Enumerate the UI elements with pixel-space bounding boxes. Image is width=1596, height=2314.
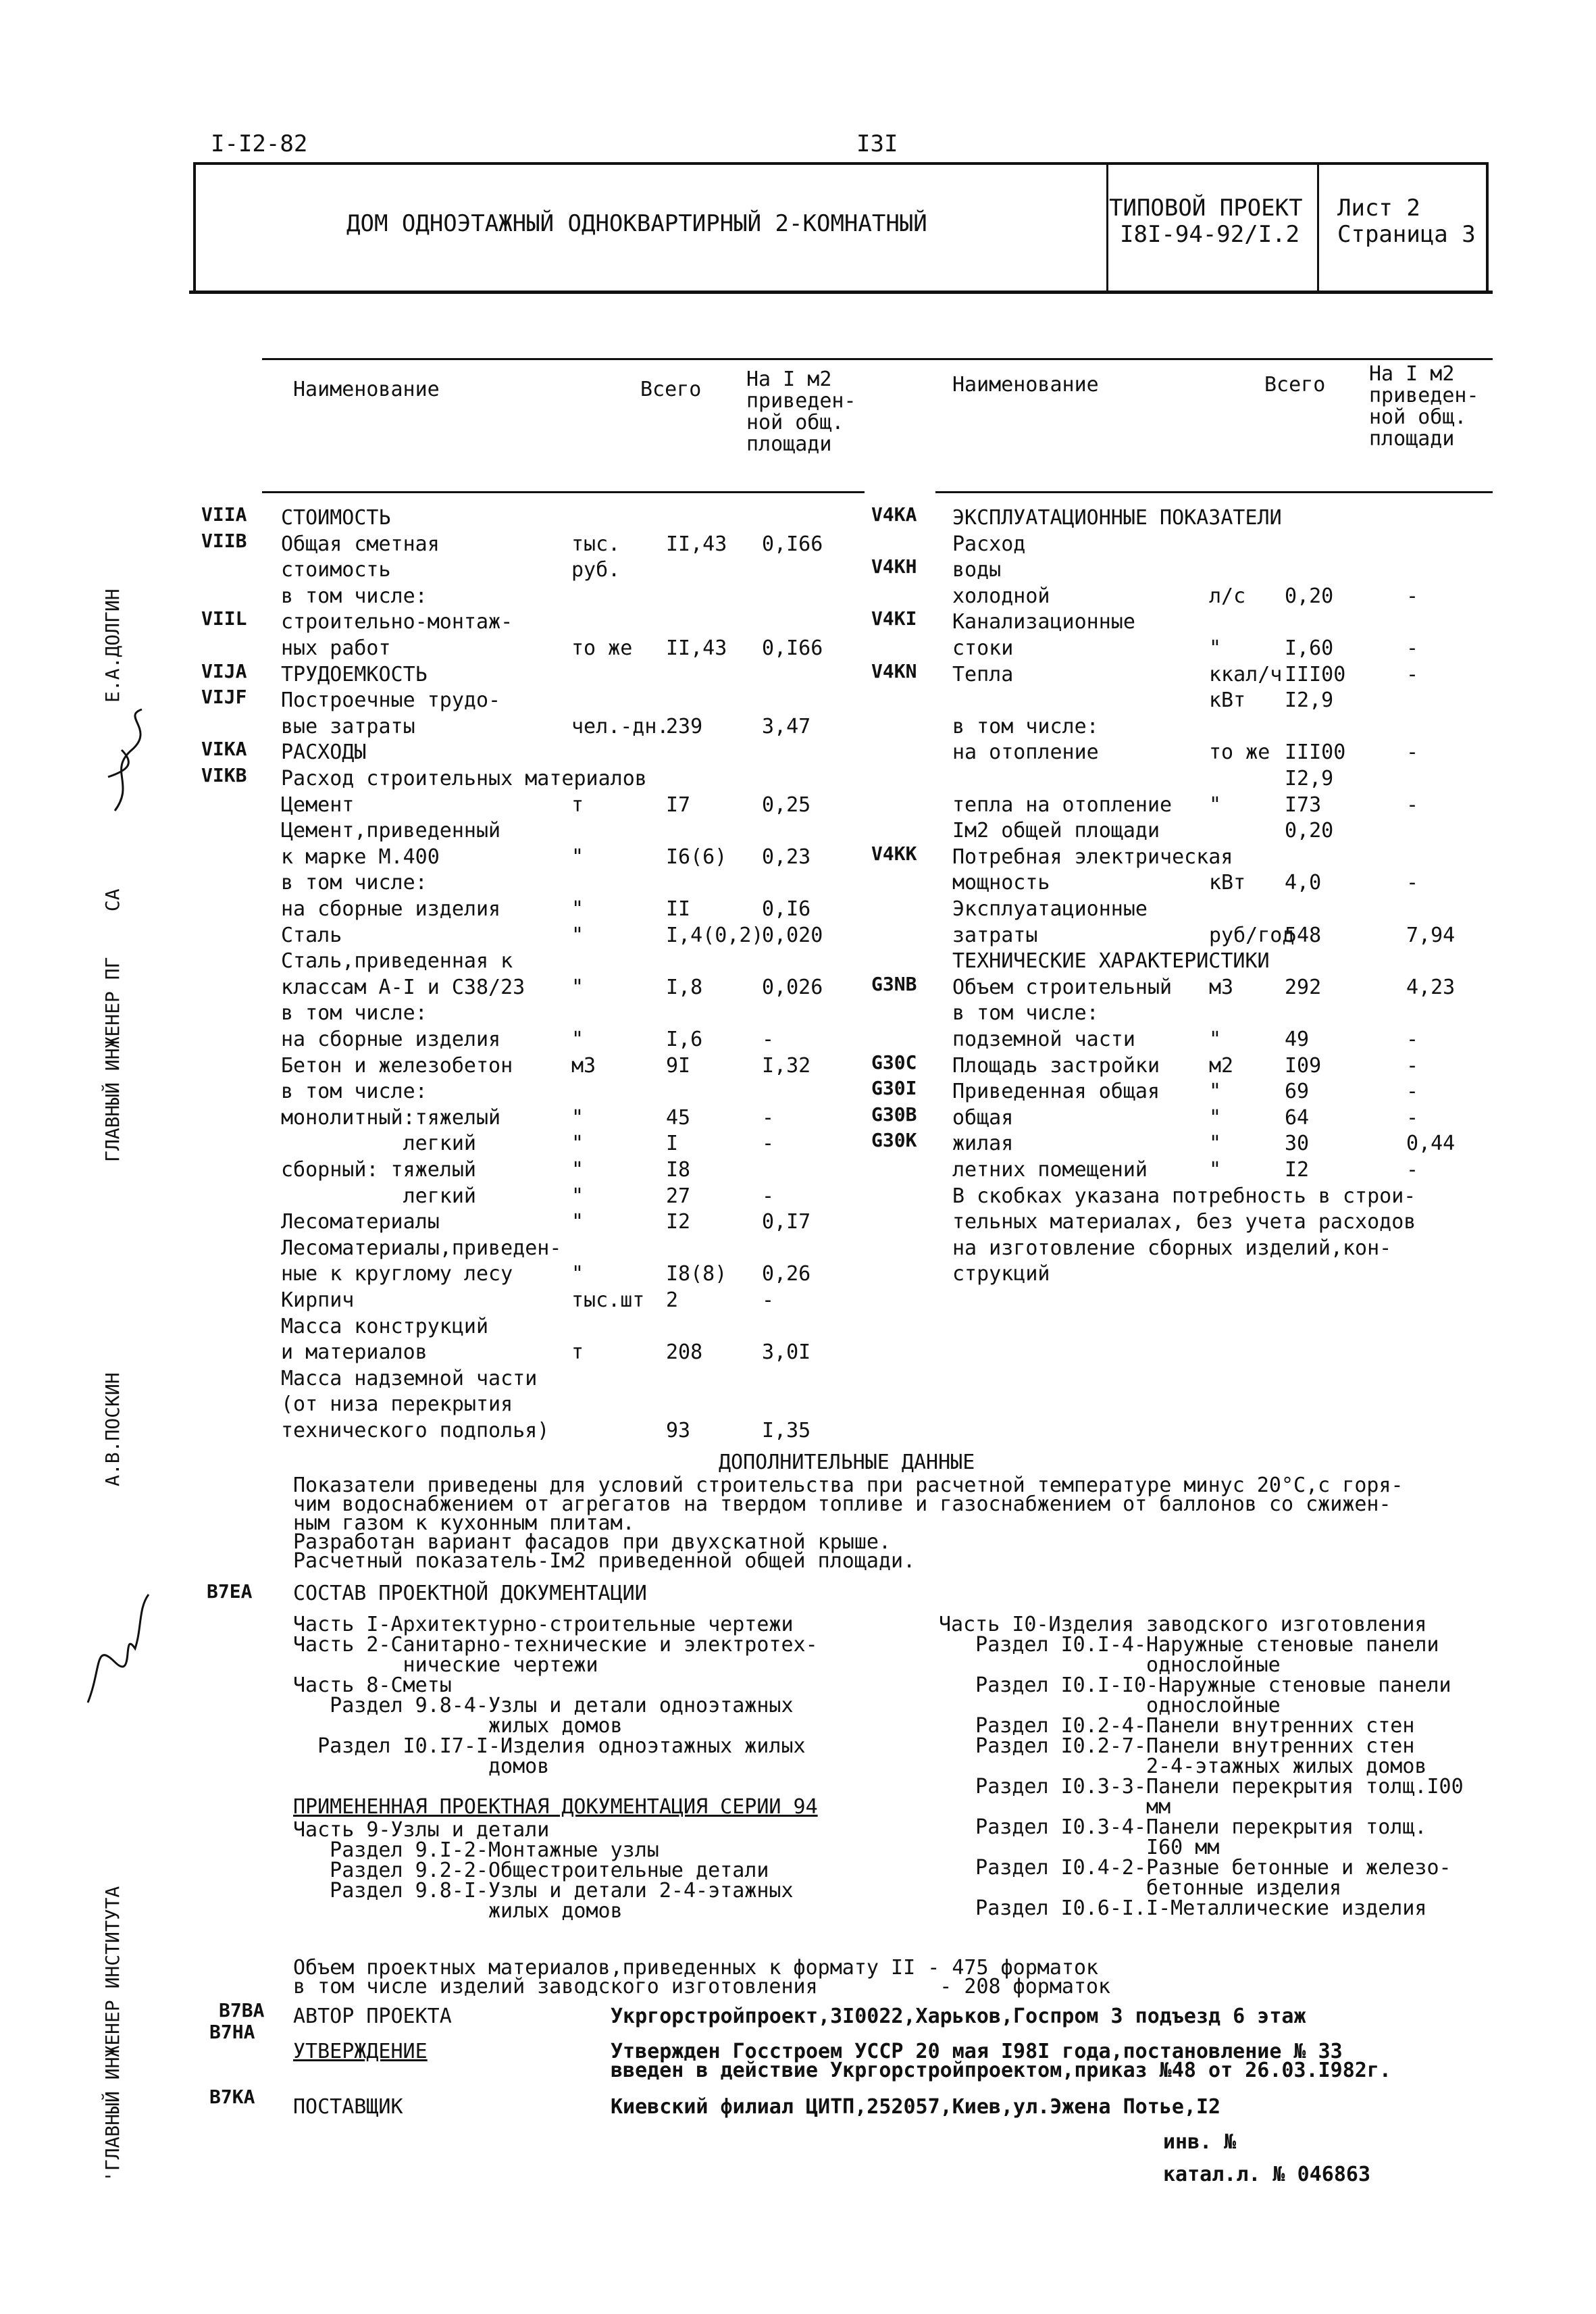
row-label: жилая [952,1132,1014,1156]
row-per-m2: - [1406,871,1419,895]
row-per-m2: - [1406,1158,1419,1182]
row-total: 239 [666,714,703,738]
row-per-m2: I,35 [762,1419,811,1442]
row-per-m2: I,32 [762,1053,811,1078]
row-label: Построечные трудо- [281,688,501,713]
composition-line: Раздел I0.I-4-Наружные стеновые панели [939,1633,1439,1657]
composition-line: Раздел I0.2-4-Панели внутренних стен [939,1714,1415,1738]
composition-line: Часть I-Архитектурно-строительные чертежи [293,1613,794,1636]
row-unit: т [571,793,584,817]
row-label: Сталь [281,923,342,947]
row-label: Бетон и железобетон [281,1053,513,1078]
row-label: Расход [952,532,1026,556]
row-code: V4KI [871,607,917,630]
row-total: I73 [1285,793,1322,817]
row-label: СТОИМОСТЬ [281,506,391,530]
row-label: монолитный:тяжелый [281,1105,501,1130]
row-label: Расход строительных материалов [281,767,647,790]
row-unit: " [571,1105,584,1130]
row-code: VIJA [201,659,247,682]
row-per-m2: - [1406,1080,1419,1104]
row-label: сборный: тяжелый [281,1158,476,1182]
additional-line: ным газом к кухонным плитам. [293,1511,635,1535]
row-unit: м2 [1209,1053,1234,1078]
composition-line: домов [293,1755,550,1778]
row-label: ЭКСПЛУАТАЦИОННЫЕ ПОКАЗАТЕЛИ [952,506,1282,530]
row-label: Лесоматериалы,приведен- [281,1236,562,1260]
row-label: Цемент,приведенный [281,819,501,843]
row-unit: " [571,1184,584,1208]
row-per-m2: 3,47 [762,714,811,738]
row-unit: " [1209,1158,1222,1182]
signature-dolgin [95,703,155,818]
row-label: в том числе: [952,714,1099,738]
composition-line: жилых домов [293,1714,623,1738]
row-code: VIIL [201,607,247,630]
row-total: 0,20 [1285,819,1334,843]
composition-line: нические чертежи [293,1653,598,1677]
row-total: 548 [1285,923,1322,947]
row-unit: руб. [571,558,621,582]
row-label: Кирпич [281,1288,355,1312]
row-per-m2: - [1406,584,1419,608]
col-per-left: На I м2 приведен- ной общ. площади [746,368,856,456]
row-total: 45 [666,1105,691,1130]
row-label: на отопление [952,740,1099,765]
row-label: Канализационные [952,610,1135,634]
approval-line: Утвержден Госстроем УССР 20 мая I98I года,постановление № 33 [611,2040,1343,2063]
composition-line: мм [939,1795,1171,1819]
row-label: в том числе: [281,584,428,608]
row-per-m2: 0,44 [1406,1132,1456,1156]
row-label: общая [952,1105,1014,1130]
row-label: в том числе: [281,1080,428,1104]
row-unit: " [1209,1028,1222,1051]
row-unit: м3 [1209,975,1234,999]
signature-institute [74,1588,155,1709]
row-label: Потребная электрическая [952,845,1233,869]
row-unit: " [1209,793,1222,817]
row-code: V4KH [871,555,917,578]
row-unit: то же [1209,740,1270,765]
row-label: тепла на отопление [952,793,1173,817]
row-label: Лесоматериалы [281,1210,440,1234]
row-per-m2: - [762,1028,775,1051]
row-code: VIIA [201,503,247,526]
row-label: легкий [281,1132,476,1156]
col-per-right: На I м2 приведен- ной общ. площади [1369,362,1479,451]
row-per-m2: - [762,1132,775,1156]
row-per-m2: - [1406,1053,1419,1078]
composition-line: Часть I0-Изделия заводского изготовления [939,1613,1427,1636]
row-unit: тыс. [571,532,621,556]
composition-line: 2-4-этажных жилых домов [939,1755,1427,1778]
row-label: в том числе: [281,1001,428,1026]
row-per-m2: 3,0I [762,1340,811,1365]
author-value: Укргорстройпроект,3I0022,Харьков,Госпром 3 подъезд 6 этаж [611,2005,1306,2028]
composition-title: СОСТАВ ПРОЕКТНОЙ ДОКУМЕНТАЦИИ [293,1582,647,1605]
approval-label: УТВЕРЖДЕНИЕ [293,2040,428,2063]
row-total: 30 [1285,1132,1310,1156]
col-total-right: Всего [1264,373,1326,397]
applied-title: ПРИМЕНЕННАЯ ПРОЕКТНАЯ ДОКУМЕНТАЦИЯ СЕРИИ 94 [293,1795,818,1819]
row-total: I09 [1285,1053,1322,1078]
row-per-m2: 0,26 [762,1262,811,1286]
row-unit: то же [571,636,633,660]
row-unit: " [571,1028,584,1051]
composition-line: бетонные изделия [939,1876,1342,1900]
row-label: ные к круглому лесу [281,1262,513,1286]
row-total: III00 [1285,662,1346,686]
row-unit: т [571,1340,584,1365]
additional-line: Расчетный показатель-Iм2 приведенной общей площади. [293,1549,916,1573]
row-total: I6(6) [666,845,727,869]
author-label: АВТОР ПРОЕКТА [293,2005,452,2028]
row-label: Объем строительный [952,975,1173,999]
catalog-number: катал.л. № 046863 [1163,2163,1371,2186]
row-total: 2 [666,1288,679,1312]
row-unit: ккал/ч [1209,662,1283,686]
supplier-value: Киевский филиал ЦИТП,252057,Киев,ул.Эжена Потье,I2 [611,2095,1221,2119]
row-label: РАСХОДЫ [281,740,367,765]
inventory-number: инв. № [1163,2130,1237,2154]
row-unit: м3 [571,1053,596,1078]
col-name-left: Наименование [293,378,440,401]
row-unit: кВт [1209,688,1246,713]
supplier-code: В7КА [209,2086,255,2108]
side-chief-engineer-pg: ГЛАВНЫЙ ИНЖЕНЕР ПГ СА [101,888,124,1162]
row-label: Общая сметная [281,532,440,556]
row-total: I,60 [1285,636,1334,660]
composition-line: Раздел I0.3-4-Панели перекрытия толщ. [939,1815,1427,1839]
additional-line: чим водоснабжением от агрегатов на твердом топливе и газоснабжением от баллонов со сжижен- [293,1492,1391,1516]
row-per-m2: - [762,1105,775,1130]
row-total: I2 [1285,1158,1310,1182]
row-label: стоки [952,636,1014,660]
row-unit: " [571,923,584,947]
row-label: В скобках указана потребность в строи- [952,1184,1416,1208]
row-label: тельных материалах, без учета расходов [952,1210,1416,1234]
row-per-m2: 0,I66 [762,532,823,556]
side-chief-engineer-institute: 'ГЛАВНЫЙ ИНЖЕНЕР ИНСТИТУТА [101,1886,124,2182]
row-total: 208 [666,1340,703,1365]
row-label: стоимость [281,558,391,582]
row-label: на сборные изделия [281,897,501,921]
row-label: ных работ [281,636,391,660]
row-label: Тепла [952,662,1014,686]
row-label: холодной [952,584,1050,608]
row-total: 93 [666,1419,691,1442]
row-unit: " [571,975,584,999]
row-label: (от низа перекрытия [281,1392,513,1417]
row-per-m2: 0,020 [762,923,823,947]
row-total: I,8 [666,975,703,999]
composition-line: Раздел I0.I7-I-Изделия одноэтажных жилых [293,1734,806,1758]
row-label: в том числе: [952,1001,1099,1026]
row-total: I7 [666,793,691,817]
row-total: 4,0 [1285,871,1322,895]
row-code: V4KA [871,503,917,526]
row-per-m2: 0,25 [762,793,811,817]
row-label: ТРУДОЕМКОСТЬ [281,662,428,686]
additional-line: Разработан вариант фасадов при двухскатной крыше. [293,1530,892,1554]
row-label: вые затраты [281,714,415,738]
composition-line: Раздел I0.I-I0-Наружные стеновые панели [939,1674,1451,1697]
row-unit: чел.-дн. [571,714,669,738]
row-code: VIKB [201,764,247,786]
additional-title: ДОПОЛНИТЕЛЬНЫЕ ДАННЫЕ [719,1451,975,1474]
row-label: строительно-монтаж- [281,610,513,634]
row-per-m2: - [1406,1028,1419,1051]
row-label: Площадь застройки [952,1053,1160,1078]
composition-code: В7ЕА [207,1580,253,1603]
row-unit: руб/год [1209,923,1295,947]
row-per-m2: 0,I7 [762,1210,811,1234]
row-per-m2: 0,23 [762,845,811,869]
row-per-m2: - [762,1288,775,1312]
row-unit: " [1209,1132,1222,1156]
approval-line: введен в действие Укргорстройпроектом,приказ №48 от 26.03.I982г. [611,2059,1391,2082]
project-number: I8I-94-92/I.2 [1120,221,1300,248]
row-per-m2: - [762,1184,775,1208]
row-label: на изготовление сборных изделий,кон- [952,1236,1392,1260]
row-label: летних помещений [952,1158,1148,1182]
applied-line: Раздел 9.8-I-Узлы и детали 2-4-этажных [293,1879,794,1903]
row-total: 9I [666,1053,691,1078]
row-label: Цемент [281,793,355,817]
row-unit: " [1209,1080,1222,1104]
row-label: воды [952,558,1002,582]
row-per-m2: - [1406,793,1419,817]
row-total: I2,9 [1285,688,1334,713]
author-code-2: В7НА [209,2021,255,2043]
row-unit: " [571,1262,584,1286]
row-label: струкций [952,1262,1050,1286]
row-label: в том числе: [281,871,428,895]
applied-line: жилых домов [293,1899,623,1923]
row-unit: " [1209,1105,1222,1130]
row-total: II,43 [666,532,727,556]
row-total: 64 [1285,1105,1310,1130]
row-label: Приведенная общая [952,1080,1160,1104]
row-label: к марке М.400 [281,845,440,869]
row-total: 0,20 [1285,584,1334,608]
applied-line: Раздел 9.2-2-Общестроительные детали [293,1859,769,1882]
composition-line: Раздел I0.6-I.I-Металлические изделия [939,1896,1427,1920]
row-total: 69 [1285,1080,1310,1104]
row-total: I8(8) [666,1262,727,1286]
volume-line: в том числе изделий заводского изготовления - 208 форматок [293,1975,1111,1998]
row-total: I,6 [666,1028,703,1051]
row-label: технического подполья) [281,1419,550,1442]
row-label: классам А-I и С38/23 [281,975,525,999]
row-unit: кВт [1209,871,1246,895]
row-unit: " [571,1132,584,1156]
col-name-right: Наименование [952,373,1099,397]
row-label: легкий [281,1184,476,1208]
supplier-label: ПОСТАВЩИК [293,2095,403,2119]
row-code: G3NB [871,972,917,995]
col-total-left: Всего [640,378,702,401]
row-label: мощность [952,871,1050,895]
row-total: III00 [1285,740,1346,765]
row-unit: " [571,897,584,921]
row-unit: тыс.шт [571,1288,645,1312]
row-code: VIJF [201,686,247,709]
row-unit: " [571,1210,584,1234]
row-label: Масса конструкций [281,1314,489,1338]
composition-line: Часть 8-Сметы [293,1674,452,1697]
row-total: II [666,897,691,921]
row-per-m2: 7,94 [1406,923,1456,947]
row-total: I2,9 [1285,767,1334,790]
applied-line: Часть 9-Узлы и детали [293,1818,550,1842]
additional-line: Показатели приведены для условий строительства при расчетной температуре минус 20°С,с горя- [293,1474,1404,1497]
row-per-m2: 0,I6 [762,897,811,921]
row-label: затраты [952,923,1038,947]
row-code: V4KN [871,659,917,682]
row-label: ТЕХНИЧЕСКИЕ ХАРАКТЕРИСТИКИ [952,949,1270,974]
row-code: VIIB [201,529,247,552]
doc-code: I-I2-82 [211,130,308,157]
composition-line: Часть 2-Санитарно-технические и электротех- [293,1633,818,1657]
row-label: и материалов [281,1340,428,1365]
row-label: на сборные изделия [281,1028,501,1051]
row-label: Сталь,приведенная к [281,949,513,974]
row-label: Iм2 общей площади [952,819,1160,843]
row-total: I8 [666,1158,691,1182]
row-total: II,43 [666,636,727,660]
row-total: I,4(0,2) [666,923,764,947]
side-poskin: А.В.ПОСКИН [101,1372,124,1486]
row-code: G30K [871,1129,917,1152]
row-total: 292 [1285,975,1322,999]
row-per-m2: - [1406,1105,1419,1130]
row-unit: л/с [1209,584,1246,608]
author-code-1: В7ВА [219,1999,265,2021]
applied-line: Раздел 9.I-2-Монтажные узлы [293,1838,659,1862]
row-per-m2: 4,23 [1406,975,1456,999]
row-unit: " [571,845,584,869]
row-unit: " [571,1158,584,1182]
row-total: I [666,1132,679,1156]
page-number: I3I [856,130,898,157]
composition-line: Раздел I0.2-7-Панели внутренних стен [939,1734,1415,1758]
row-code: G30I [871,1077,917,1100]
row-label: Эксплуатационные [952,897,1148,921]
row-per-m2: 0,I66 [762,636,823,660]
row-code: V4KK [871,842,917,865]
row-unit: " [1209,636,1222,660]
composition-line: однослойные [939,1694,1281,1717]
row-code: G30C [871,1051,917,1074]
row-total: 49 [1285,1028,1310,1051]
document-title: ДОМ ОДНОЭТАЖНЫЙ ОДНОКВАРТИРНЫЙ 2-КОМНАТНЫЙ [346,210,927,237]
sheet-label: Лист 2 [1337,195,1420,222]
row-per-m2: 0,026 [762,975,823,999]
page-label: Страница 3 [1337,221,1476,248]
row-per-m2: - [1406,740,1419,765]
row-code: VIKA [201,738,247,761]
composition-line: Раздел 9.8-4-Узлы и детали одноэтажных [293,1694,794,1717]
row-total: 27 [666,1184,691,1208]
composition-line: Раздел I0.3-3-Панели перекрытия толщ.I00 [939,1775,1464,1799]
row-total: I2 [666,1210,691,1234]
project-type: ТИПОВОЙ ПРОЕКТ [1109,195,1303,222]
row-label: Масса надземной части [281,1366,538,1390]
row-per-m2: - [1406,662,1419,686]
side-dolgin: Е.А.ДОЛГИН [101,588,124,703]
volume-line: Объем проектных материалов,приведенных к формату II - 475 форматок [293,1956,1099,1980]
row-label: подземной части [952,1028,1135,1051]
composition-line: однослойные [939,1653,1281,1677]
composition-line: Раздел I0.4-2-Разные бетонные и железо- [939,1856,1451,1880]
row-per-m2: - [1406,636,1419,660]
composition-line: I60 мм [939,1836,1220,1859]
row-code: G30B [871,1103,917,1126]
